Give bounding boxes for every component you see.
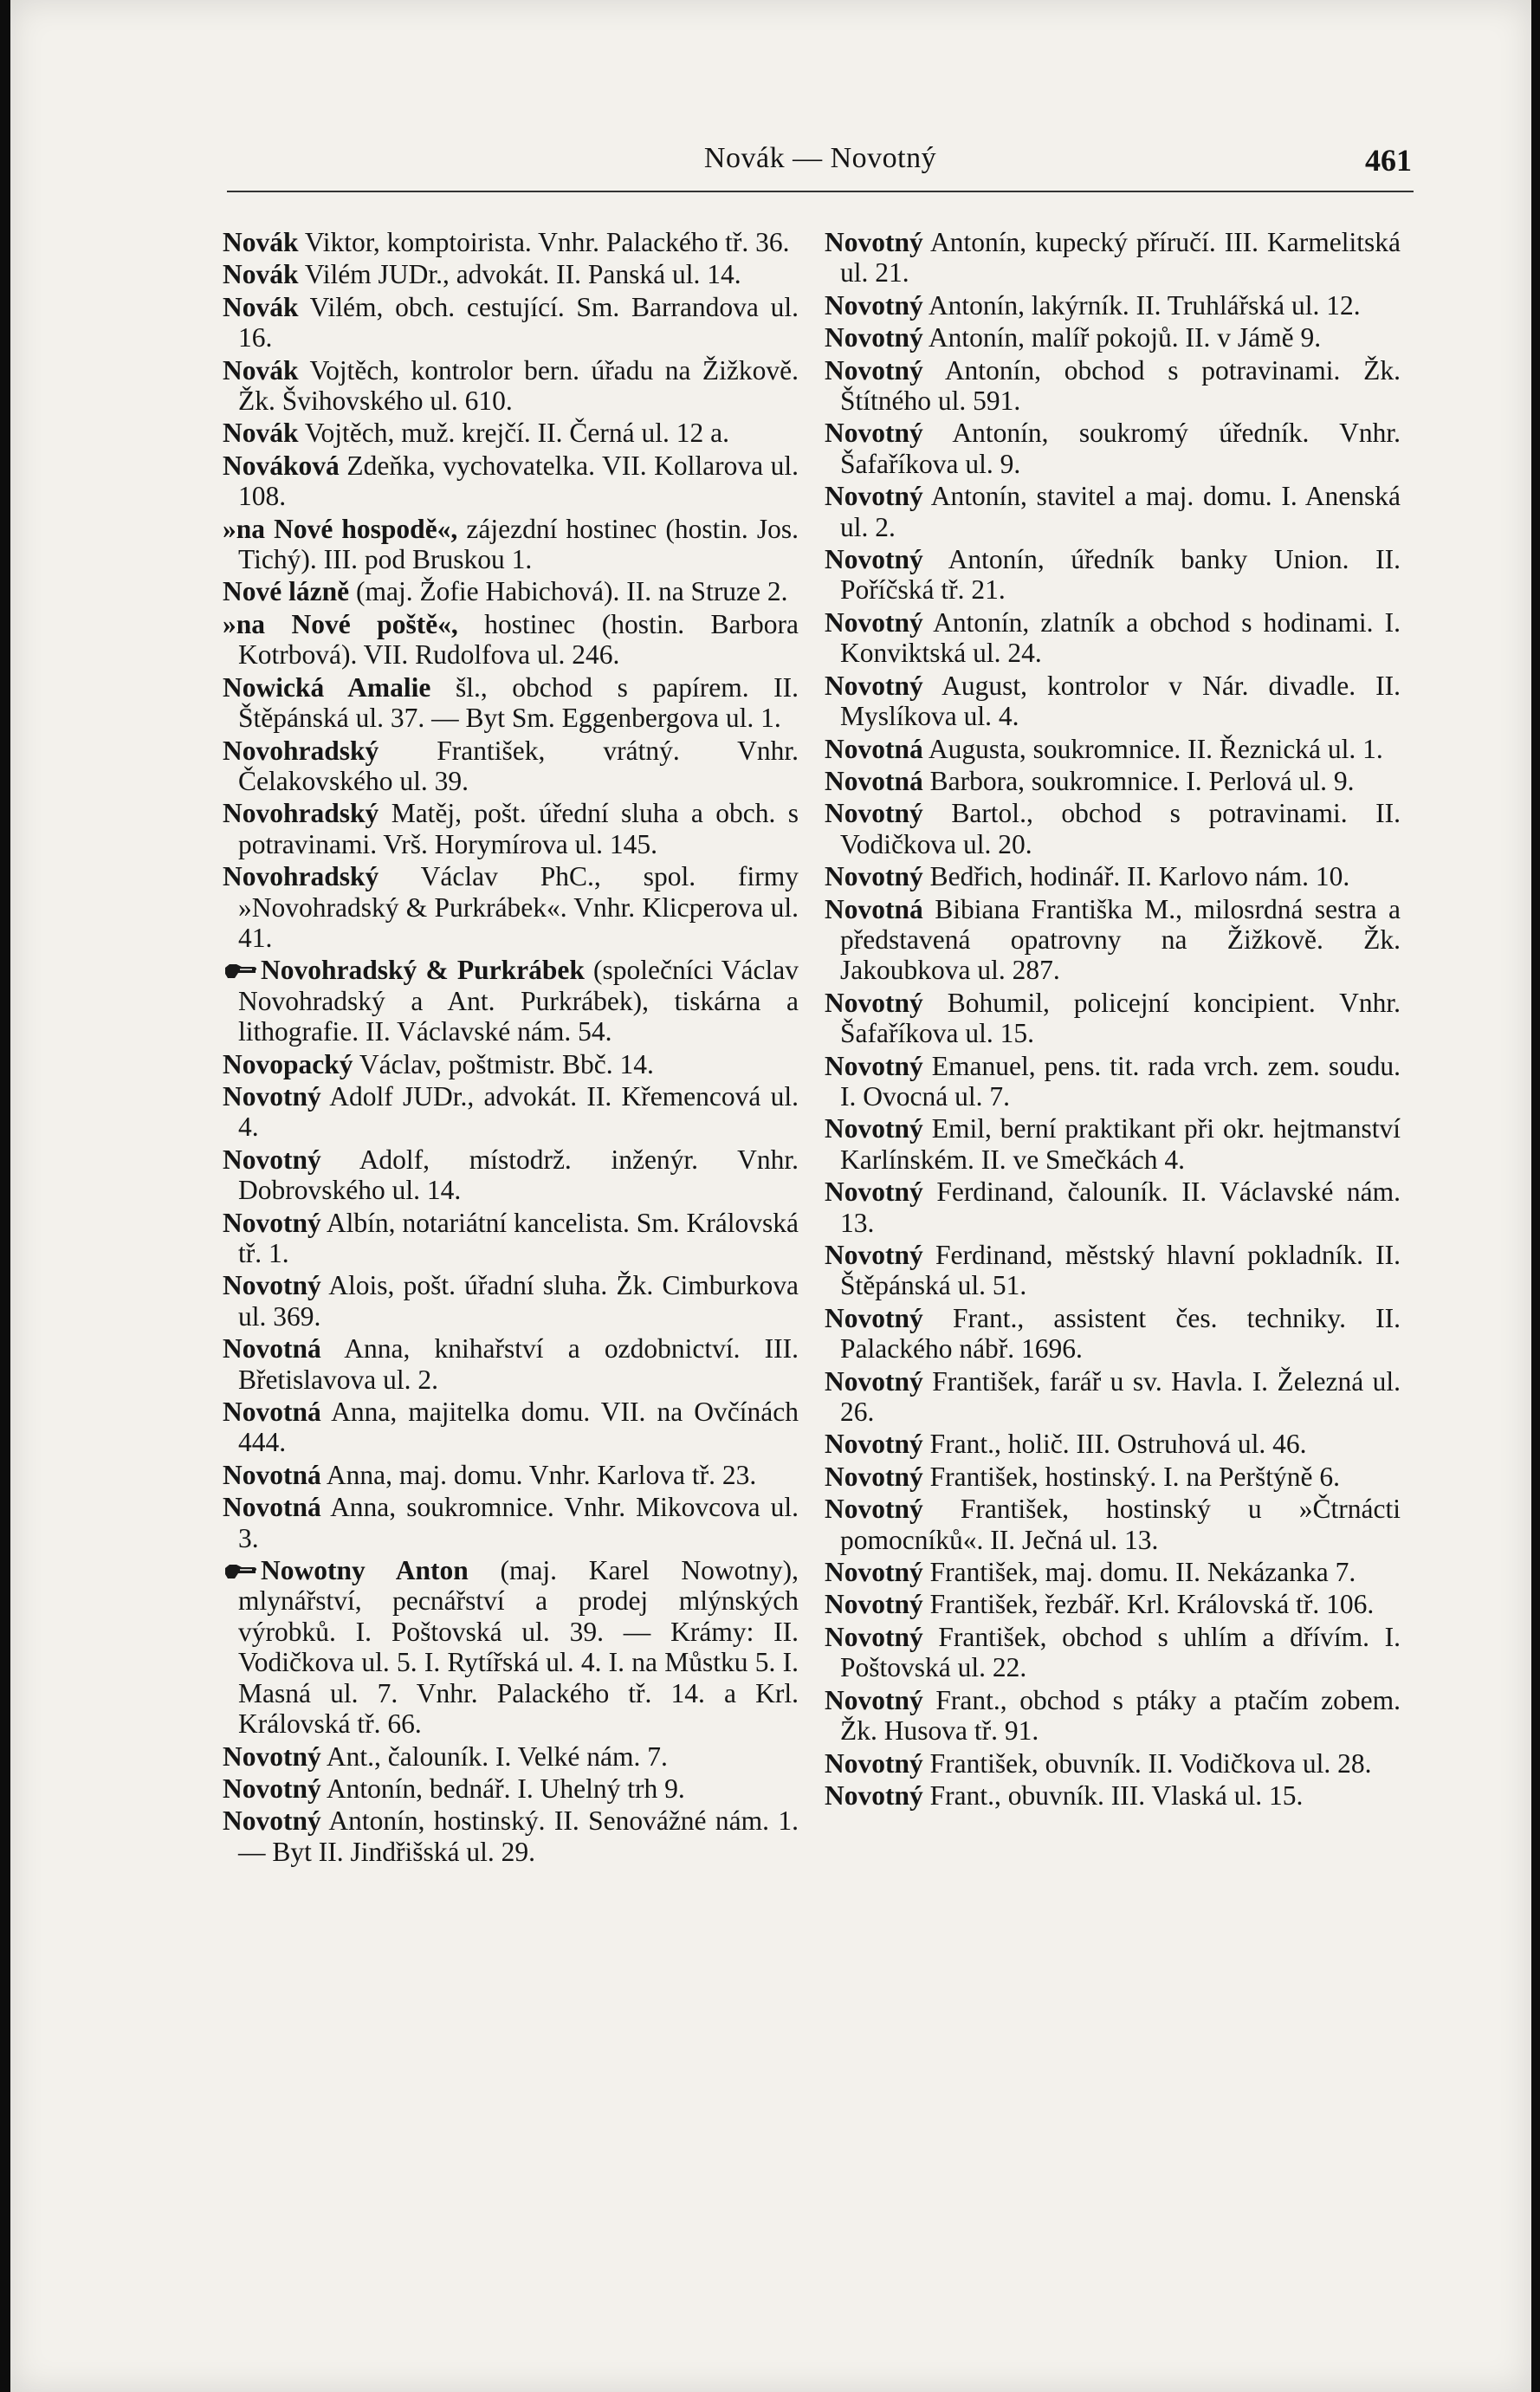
entry-name: Novotný: [825, 1365, 923, 1397]
entry-name: Nowická Amalie: [223, 671, 431, 703]
entry-name: Novotná: [825, 893, 923, 924]
entry-name: Novotný: [825, 1779, 923, 1811]
entry-name: Novotný: [825, 670, 923, 701]
entry-details: Zdeňka, vychovatelka. VII. Kollarova ul. 108.: [238, 450, 799, 512]
directory-entry: [223, 1144, 799, 1206]
directory-entry: [825, 988, 1401, 1049]
directory-entry: [825, 1429, 1401, 1459]
entry-details: Adolf, místodrž. inženýr. Vnhr. Dobrovského ul. 14.: [238, 1144, 799, 1206]
directory-entry: [223, 355, 799, 417]
entry-name: Novotný: [825, 1557, 923, 1588]
entry-name: Novotný: [825, 322, 923, 353]
entry-details: Ant., čalouník. I. Velké nám. 7.: [326, 1741, 668, 1772]
directory-entry: [825, 798, 1401, 859]
entry-name: Novotný: [825, 1050, 923, 1081]
entry-details: zájezdní hostinec (hostin. Jos. Tichý). III. pod Bruskou 1.: [238, 513, 799, 575]
entry-name: Novotný: [825, 1429, 923, 1460]
directory-entry: [825, 481, 1401, 542]
entry-name: Novotný: [825, 987, 923, 1018]
entry-name: Novotný: [223, 1080, 321, 1112]
entry-name: Novotný: [825, 418, 923, 449]
directory-entry: [825, 1051, 1401, 1112]
entry-details: (maj. Žofie Habichová). II. na Struze 2.: [355, 576, 788, 607]
directory-entry: [825, 861, 1401, 891]
entry-details: Vilém, obch. cestující. Sm. Barrandova ul. 16.: [238, 291, 799, 353]
directory-entry: [825, 1240, 1401, 1301]
directory-entry: [825, 1589, 1401, 1619]
directory-entry: [825, 766, 1401, 796]
entry-details: šl., obchod s papírem. II. Štěpánská ul. 37. — Byt Sm. Eggenbergova ul. 1.: [238, 671, 799, 734]
directory-entry: [223, 955, 799, 1047]
entry-name: Novotný: [223, 1270, 321, 1301]
entry-details: Frant., obchod s ptáky a ptačím zobem. Žk. Husova tř. 91.: [840, 1684, 1401, 1747]
entry-details: Antonín, soukromý úředník. Vnhr. Šafaříkova ul. 9.: [840, 418, 1401, 479]
directory-entry: [223, 227, 799, 257]
entry-details: (společníci Václav Novohradský a Ant. Purkrábek), tiskárna a lithografie. II. Václavské nám. 54.: [238, 955, 799, 1047]
entry-details: Anna, majitelka domu. VII. na Ovčínách 444.: [238, 1397, 799, 1458]
directory-entry: [223, 609, 799, 671]
directory-entry: [825, 671, 1401, 732]
entry-name: Novotný: [223, 1741, 321, 1772]
entry-details: František, hostinský. I. na Perštýně 6.: [929, 1461, 1340, 1492]
directory-entry: [223, 1333, 799, 1395]
entry-details: Barbora, soukromnice. I. Perlová ul. 9.: [929, 765, 1355, 796]
directory-entry: [223, 1049, 799, 1079]
entry-details: Emil, berní praktikant při okr. hejtmanství Karlínském. II. ve Smečkách 4.: [840, 1113, 1401, 1175]
entry-details: Bedřich, hodinář. II. Karlovo nám. 10.: [929, 861, 1350, 892]
entry-name: Novotný: [223, 1144, 321, 1175]
directory-entry: [825, 418, 1401, 479]
entry-name: Novotný: [825, 1684, 923, 1715]
entry-details: Antonín, obchod s potravinami. Žk. Štítného ul. 591.: [840, 354, 1401, 417]
directory-entry: [223, 292, 799, 353]
directory-entry: [223, 736, 799, 797]
entry-details: Antonín, lakýrník. II. Truhlářská ul. 12.: [928, 289, 1361, 321]
entry-name: Novohradský & Purkrábek: [261, 955, 585, 986]
entry-details: František, vrátný. Vnhr. Čelakovského ul. 39.: [238, 735, 799, 796]
entry-name: Novotný: [825, 1461, 923, 1492]
directory-entry: [825, 1685, 1401, 1747]
directory-entry: [825, 1303, 1401, 1365]
entry-details: František, řezbář. Krl. Královská tř. 106.: [929, 1589, 1375, 1620]
entry-details: Albín, notariátní kancelista. Sm. Královská tř. 1.: [238, 1207, 799, 1268]
entry-details: František, obchod s uhlím a dřívím. I. Poštovská ul. 22.: [840, 1621, 1401, 1683]
entry-details: Anna, knihařství a ozdobnictví. III. Břetislavova ul. 2.: [238, 1333, 799, 1395]
directory-entry: [825, 734, 1401, 764]
entry-details: Adolf JUDr., advokát. II. Křemencová ul. 4.: [238, 1080, 799, 1143]
entry-name: Novotný: [825, 1747, 923, 1779]
directory-entry: [223, 259, 799, 289]
entry-name: Novotný: [825, 354, 923, 386]
entry-details: Vojtěch, kontrolor bern. úřadu na Žižkově. Žk. Švihovského ul. 610.: [238, 354, 799, 417]
entry-details: Bohumil, policejní koncipient. Vnhr. Šafaříkova ul. 15.: [840, 987, 1401, 1049]
directory-entry: [825, 227, 1401, 288]
entry-name: Novotný: [825, 1113, 923, 1144]
entry-details: Vilém JUDr., advokát. II. Panská ul. 14.: [304, 259, 741, 290]
entry-name: Novopacký: [223, 1048, 353, 1079]
left-column: [223, 227, 799, 1869]
entry-details: Antonín, bednář. I. Uhelný trh 9.: [326, 1773, 685, 1804]
directory-entry: [825, 1462, 1401, 1492]
entry-name: »na Nové hospodě«,: [223, 513, 458, 544]
entry-details: Antonín, malíř pokojů. II. v Jámě 9.: [928, 322, 1322, 353]
entry-details: Vojtěch, muž. krejčí. II. Černá ul. 12 a.: [304, 418, 729, 449]
entry-details: František, obuvník. II. Vodičkova ul. 28.: [929, 1747, 1372, 1779]
entry-name: Novotný: [825, 289, 923, 321]
entry-details: August, kontrolor v Nár. divadle. II. Myslíkova ul. 4.: [840, 670, 1401, 732]
entry-name: Novák: [223, 259, 299, 290]
entry-name: Novotný: [825, 1177, 923, 1208]
entry-name: Novotný: [825, 606, 923, 638]
entry-name: Nováková: [223, 450, 340, 481]
directory-entry: [223, 1270, 799, 1332]
entry-details: Ferdinand, čalouník. II. Václavské nám. 13.: [840, 1177, 1401, 1238]
directory-entry: [223, 861, 799, 953]
directory-entry: [825, 290, 1401, 321]
directory-entry: [825, 1557, 1401, 1587]
directory-entry: [223, 1208, 799, 1269]
directory-entry: [223, 1773, 799, 1804]
entry-name: Novotná: [825, 765, 923, 796]
entry-details: Antonín, stavitel a maj. domu. I. Anenská ul. 2.: [840, 481, 1401, 542]
entry-name: Novotný: [223, 1805, 321, 1837]
page-number: 461: [1365, 143, 1412, 178]
entry-details: Matěj, pošt. úřední sluha a obch. s potravinami. Vrš. Horymírova ul. 145.: [238, 798, 799, 859]
entry-name: Novotný: [825, 798, 923, 829]
entry-name: Novotný: [825, 1621, 923, 1652]
entry-name: Novotný: [223, 1773, 321, 1804]
directory-entry: [825, 1366, 1401, 1428]
pointing-hand-icon: [223, 1559, 257, 1582]
directory-entry: [825, 607, 1401, 669]
directory-entry: [223, 1397, 799, 1458]
running-title: Novák — Novotný: [703, 142, 937, 174]
entry-details: Augusta, soukromnice. II. Řeznická ul. 1.: [928, 733, 1383, 764]
entry-details: Frant., holič. III. Ostruhová ul. 46.: [929, 1429, 1307, 1460]
directory-entry: [223, 1460, 799, 1490]
entry-details: František, maj. domu. II. Nekázanka 7.: [929, 1557, 1356, 1588]
directory-entry: [825, 322, 1401, 353]
entry-details: Bibiana Františka M., milosrdná sestra a představená opatrovny na Žižkově. Žk. Jakoubkova ul. 287.: [840, 893, 1401, 986]
entry-name: Novotný: [825, 481, 923, 512]
directory-entry: [825, 1494, 1401, 1555]
entry-details: Antonín, zlatník a obchod s hodinami. I. Konviktská ul. 24.: [840, 606, 1401, 669]
entry-details: Ferdinand, městský hlavní pokladník. II. Štěpánská ul. 51.: [840, 1240, 1401, 1301]
directory-entry: [825, 1622, 1401, 1683]
entry-details: Václav, poštmistr. Bbč. 14.: [359, 1048, 654, 1079]
entry-name: Novák: [223, 291, 299, 322]
directory-entry: [223, 1741, 799, 1772]
directory-entry: [825, 1748, 1401, 1779]
entry-name: Novohradský: [223, 861, 379, 892]
entry-name: Novotný: [825, 1494, 923, 1525]
entry-name: Novotný: [223, 1207, 321, 1238]
directory-entry: [825, 1113, 1401, 1175]
right-column: [825, 227, 1401, 1812]
entry-details: (maj. Karel Nowotny), mlynářství, pecnářství a prodej mlýnských výrobků. I. Poštovská ul. 39. — Krámy: II. Vodičkova ul. 5. I. Rytířská ul. 4. I. na Můstku 5. I. Masná ul. 7. Vnhr. Palackého tř. 14. a Krl. Královská tř. 66.: [238, 1555, 799, 1740]
entry-name: Novohradský: [223, 735, 379, 766]
directory-entry: [825, 1177, 1401, 1238]
entry-name: Novotný: [825, 1589, 923, 1620]
directory-entry: [223, 1081, 799, 1143]
entry-details: Václav PhC., spol. firmy »Novohradský & Purkrábek«. Vnhr. Klicperova ul. 41.: [238, 861, 799, 953]
entry-details: František, hostinský u »Čtrnácti pomocníků«. II. Ječná ul. 13.: [840, 1494, 1401, 1555]
directory-entry: [223, 798, 799, 859]
entry-details: Anna, maj. domu. Vnhr. Karlova tř. 23.: [326, 1459, 757, 1490]
entry-details: František, farář u sv. Havla. I. Železná ul. 26.: [840, 1365, 1401, 1428]
directory-entry: [223, 672, 799, 734]
entry-name: Novotný: [825, 1302, 923, 1333]
entry-name: Nowotny Anton: [261, 1555, 469, 1586]
entry-details: Antonín, hostinský. II. Senovážné nám. 1. — Byt II. Jindřišská ul. 29.: [238, 1805, 799, 1867]
entry-name: Novotný: [825, 1240, 923, 1270]
directory-entry: [223, 576, 799, 606]
entry-details: Emanuel, pens. tit. rada vrch. zem. soudu. I. Ovocná ul. 7.: [840, 1050, 1401, 1112]
directory-entry: [223, 1805, 799, 1867]
entry-name: Novotná: [223, 1333, 321, 1365]
entry-name: Novotná: [223, 1397, 321, 1428]
entry-details: Viktor, komptoirista. Vnhr. Palackého tř. 36.: [304, 227, 790, 257]
directory-entry: [223, 1555, 799, 1739]
entry-details: Anna, soukromnice. Vnhr. Mikovcova ul. 3.: [238, 1492, 799, 1553]
entry-name: Novotná: [223, 1492, 321, 1523]
entry-name: Nové lázně: [223, 576, 350, 607]
pointing-hand-icon: [223, 959, 257, 982]
directory-entry: [223, 418, 799, 448]
directory-entry: [825, 355, 1401, 417]
entry-name: Novotný: [825, 227, 923, 257]
directory-entry: [825, 544, 1401, 606]
entry-details: Alois, pošt. úřadní sluha. Žk. Cimburkova ul. 369.: [238, 1270, 799, 1332]
entry-name: Novohradský: [223, 798, 379, 829]
page-header: [227, 139, 1414, 192]
directory-entry: [825, 1780, 1401, 1811]
entry-details: Antonín, kupecký příručí. III. Karmelitská ul. 21.: [840, 227, 1401, 288]
directory-entry: [223, 514, 799, 575]
entry-name: Novák: [223, 227, 299, 257]
directory-entry: [223, 1492, 799, 1553]
entry-details: Bartol., obchod s potravinami. II. Vodičkova ul. 20.: [840, 798, 1401, 859]
entry-name: »na Nové poště«,: [223, 608, 458, 639]
entry-name: Novotná: [825, 733, 923, 764]
entry-name: Novák: [223, 418, 299, 449]
directory-entry: [825, 894, 1401, 986]
directory-page: [10, 0, 1531, 2392]
entry-details: Frant., assistent čes. techniky. II. Palackého nábř. 1696.: [840, 1302, 1401, 1365]
entry-name: Novotná: [223, 1459, 321, 1490]
entry-name: Novotný: [825, 544, 923, 575]
entry-details: Frant., obuvník. III. Vlaská ul. 15.: [929, 1779, 1304, 1811]
entry-details: hostinec (hostin. Barbora Kotrbová). VII. Rudolfova ul. 246.: [238, 608, 799, 671]
entry-details: Antonín, úředník banky Union. II. Poříčská tř. 21.: [840, 544, 1401, 606]
entry-name: Novotný: [825, 861, 923, 892]
directory-entry: [223, 451, 799, 512]
entry-name: Novák: [223, 354, 299, 386]
